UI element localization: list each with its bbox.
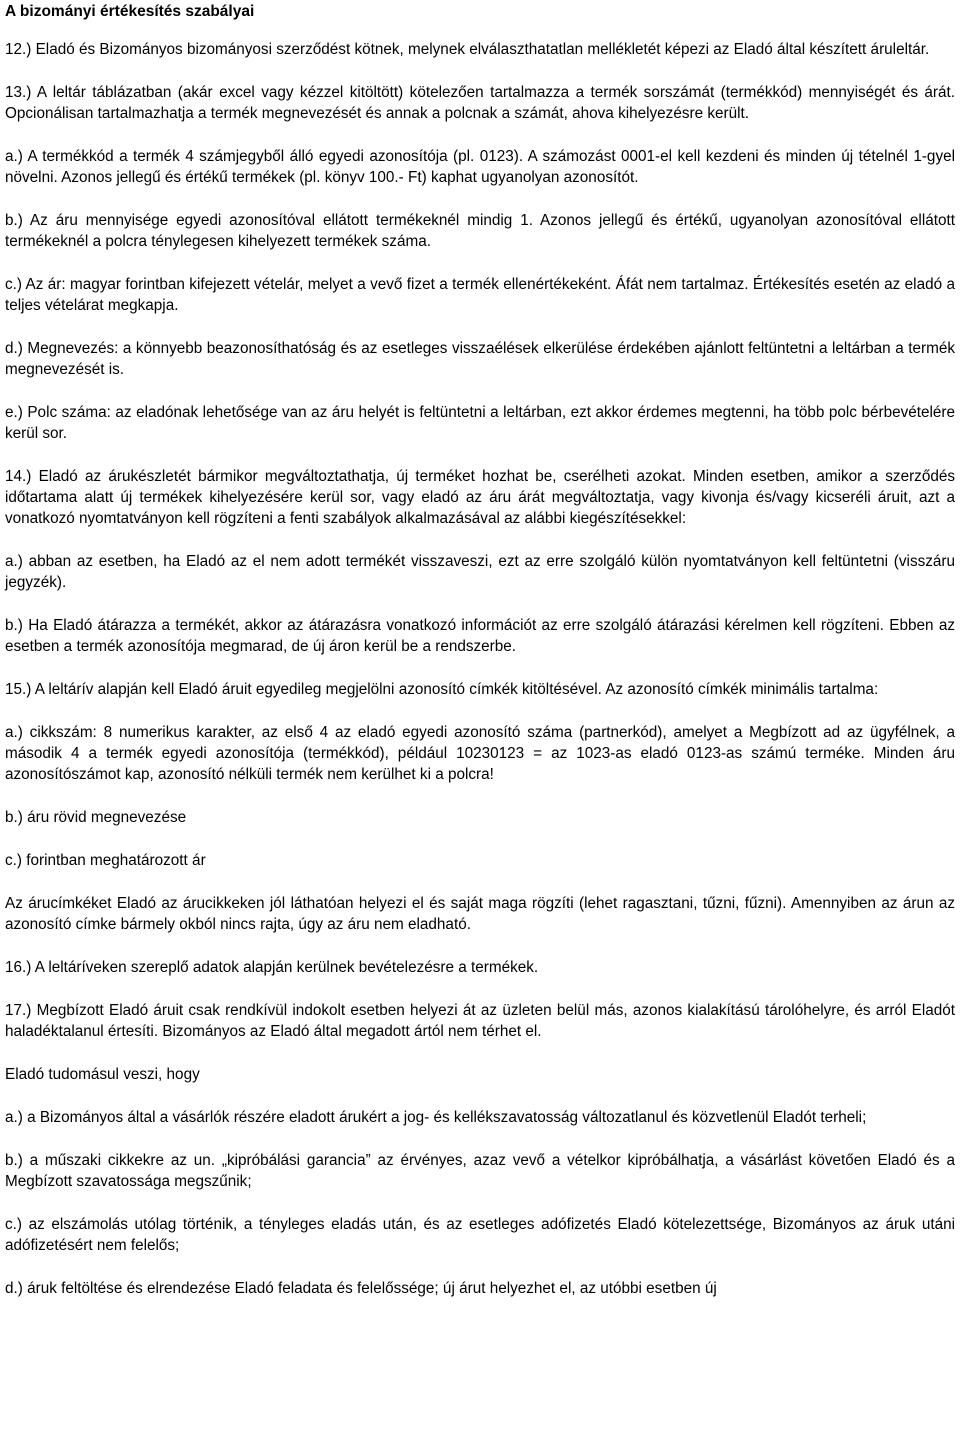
paragraph-13-b: b.) Az áru mennyisége egyedi azonosítóval ellátott termékeknél mindig 1. Azonos jellegű és értékű, ugyanolyan azonosítóval ellátott termékeknél a polcra ténylegesen kihelyezett termékek száma. bbox=[5, 212, 955, 250]
paragraph-15-a: a.) cikkszám: 8 numerikus karakter, az első 4 az eladó egyedi azonosító száma (partnerkód), amelyet a Megbízott ad az ügyfélnek, a második 4 a termék egyedi azonosítója (termékkód), például 10230123 = az 1023-as eladó 0123-as számú terméke. Minden áru azonosítószámot kap, azonosító nélküli termék nem kerülhet ki a polcra! bbox=[5, 724, 955, 783]
paragraph-13-c: c.) Az ár: magyar forintban kifejezett vételár, melyet a vevő fizet a termék ellenértékeként. Áfát nem tartalmaz. Értékesítés esetén az eladó a teljes vételárat megkapja. bbox=[5, 276, 955, 314]
document-title: A bizományi értékesítés szabályai bbox=[5, 3, 255, 20]
paragraph-14-a: a.) abban az esetben, ha Eladó az el nem adott termékét visszaveszi, ezt az erre szolgáló külön nyomtatványon kell feltüntetni (visszáru jegyzék). bbox=[5, 553, 955, 591]
paragraph-14-b: b.) Ha Eladó átárazza a termékét, akkor az átárazásra vonatkozó információt az erre szolgáló átárazási kérelmen kell rögzíteni. Ebben az esetben a termék azonosítója megmarad, de új áron kerül be a rendszerbe. bbox=[5, 617, 955, 655]
paragraph-ack-a: a.) a Bizományos által a vásárlók részére eladott árukért a jog- és kellékszavatosság változatlanul és közvetlenül Eladót terheli; bbox=[5, 1109, 867, 1126]
paragraph-acknowledge: Eladó tudomásul veszi, hogy bbox=[5, 1066, 200, 1083]
paragraph-13-a: a.) A termékkód a termék 4 számjegyből álló egyedi azonosítója (pl. 0123). A számozást 0001-el kell kezdeni és minden új tételnél 1-gyel növelni. Azonos jellegű és értékű termékek (pl. könyv 100.- Ft) kaphat ugyanolyan azonosítót. bbox=[5, 148, 955, 186]
paragraph-16: 16.) A leltáríveken szereplő adatok alapján kerülnek bevételezésre a termékek. bbox=[5, 959, 539, 976]
document-page bbox=[5, 0, 955, 1299]
paragraph-ack-b: b.) a műszaki cikkekre az un. „kipróbálási garancia” az érvényes, azaz vevő a vételkor kipróbálhatja, a vásárlást követően Eladó és a Megbízott szavatossága megszűnik; bbox=[5, 1152, 955, 1190]
paragraph-13-d: d.) Megnevezés: a könnyebb beazonosíthatóság és az esetleges visszaélések elkerülése érdekében ajánlott feltüntetni a leltárban a termék megnevezését is. bbox=[5, 340, 955, 378]
paragraph-labels: Az árucímkéket Eladó az árucikkeken jól láthatóan helyezi el és saját maga rögzíti (lehet ragasztani, tűzni, fűzni). Amennyiben az árun az azonosító címke bármely okból nincs rajta, úgy az áru nem eladható. bbox=[5, 895, 955, 933]
paragraph-17: 17.) Megbízott Eladó áruit csak rendkívül indokolt esetben helyezi át az üzleten belül más, azonos kialakítású tárolóhelyre, és arról Eladót haladéktalanul értesíti. Bizományos az Eladó által megadott ártól nem térhet el. bbox=[5, 1002, 955, 1040]
paragraph-ack-c: c.) az elszámolás utólag történik, a tényleges eladás után, és az esetleges adófizetés Eladó kötelezettsége, Bizományos az áruk utáni adófizetésért nem felelős; bbox=[5, 1216, 955, 1254]
paragraph-13: 13.) A leltár táblázatban (akár excel vagy kézzel kitöltött) kötelezően tartalmazza a termék sorszámát (termékkód) mennyiségét és árát. Opcionálisan tartalmazhatja a termék megnevezését és annak a polcnak a számát, ahova kihelyezésre került. bbox=[5, 84, 955, 122]
paragraph-ack-d: d.) áruk feltöltése és elrendezése Eladó feladata és felelőssége; új árut helyezhet el, az utóbbi esetben új bbox=[5, 1280, 717, 1297]
paragraph-13-e: e.) Polc száma: az eladónak lehetősége van az áru helyét is feltüntetni a leltárban, ezt akkor érdemes megtenni, ha több polc bérbevételére kerül sor. bbox=[5, 404, 955, 442]
paragraph-14: 14.) Eladó az árukészletét bármikor megváltoztathatja, új terméket hozhat be, cserélheti azokat. Minden esetben, amikor a szerződés időtartama alatt új termékek kihelyezésére kerül sor, vagy eladó az áru árát megváltoztatja, vagy kivonja és/vagy kicseréli áruit, azt a vonatkozó nyomtatványon kell rögzíteni a fenti szabályok alkalmazásával az alábbi kiegészítésekkel: bbox=[5, 468, 955, 527]
paragraph-15-c: c.) forintban meghatározott ár bbox=[5, 852, 206, 869]
paragraph-15-b: b.) áru rövid megnevezése bbox=[5, 809, 187, 826]
paragraph-15: 15.) A leltárív alapján kell Eladó áruit egyedileg megjelölni azonosító címkék kitöltésével. Az azonosító címkék minimális tartalma: bbox=[5, 681, 879, 698]
paragraph-12: 12.) Eladó és Bizományos bizományosi szerződést kötnek, melynek elválaszthatatlan mellékletét képezi az Eladó által készített áruleltár. bbox=[5, 41, 930, 58]
